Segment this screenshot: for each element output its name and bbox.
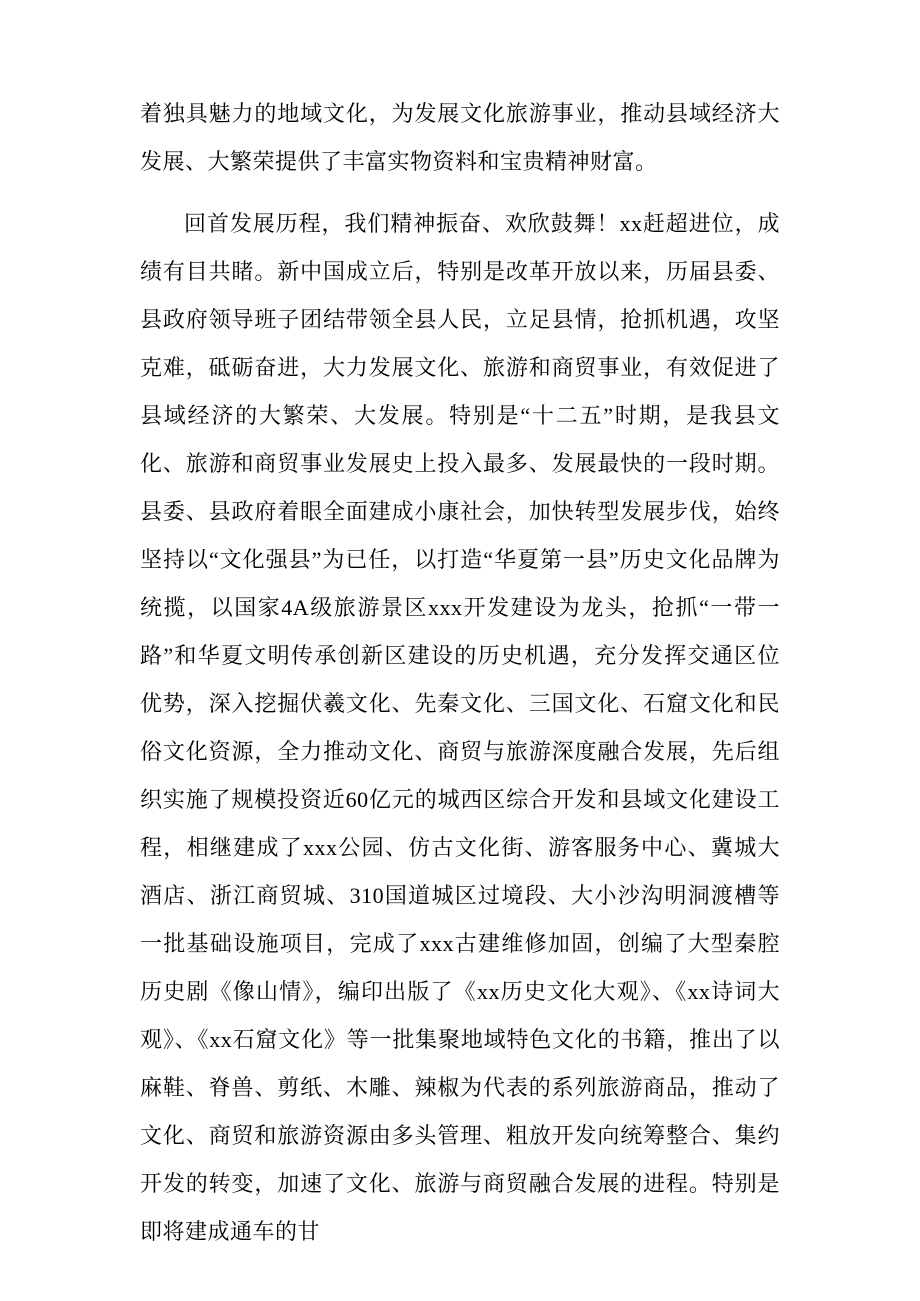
paragraph-continuation: 着独具魅力的地域文化，为发展文化旅游事业，推动县域经济大发展、大繁荣提供了丰富实物资料和宝贵精神财富。 [140,101,780,174]
paragraph-body: 回首发展历程，我们精神振奋、欢欣鼓舞！xx赶超进位，成绩有目共睹。新中国成立后，特别是改革开放以来，历届县委、县政府领导班子团结带领全县人民，立足县情，抢抓机遇，攻坚克难，砥砺奋进，大力发展文化、旅游和商贸事业，有效促进了县域经济的大繁荣、大发展。特别是“十二五”时期，是我县文化、旅游和商贸事业发展史上投入最多、发展最快的一段时期。县委、县政府着眼全面建成小康社会，加快转型发展步伐，始终坚持以“文化强县”为已任，以打造“华夏第一县”历史文化品牌为统揽，以国家4A级旅游景区xxx开发建设为龙头，抢抓“一带一路”和华夏文明传承创新区建设的历史机遇，充分发挥交通区位优势，深入挖掘伏羲文化、先秦文化、三国文化、石窟文化和民俗文化资源，全力推动文化、商贸与旅游深度融合发展，先后组织实施了规模投资近60亿元的城西区综合开发和县域文化建设工程，相继建成了xxx公园、仿古文化街、游客服务中心、冀城大酒店、浙江商贸城、310国道城区过境段、大小沙沟明洞渡槽等一批基础设施项目，完成了xxx古建维修加固，创编了大型秦腔历史剧《像山情》，编印出版了《xx历史文化大观》、《xx诗词大观》、《xx石窟文化》等一批集聚地域特色文化的书籍，推出了以麻鞋、脊兽、剪纸、木雕、辣椒为代表的系列旅游商品，推动了文化、商贸和旅游资源由多头管理、粗放开发向统筹整合、集约开发的转变，加速了文化、旅游与商贸融合发展的进程。特别是即将建成通车的甘 [140,211,780,1244]
